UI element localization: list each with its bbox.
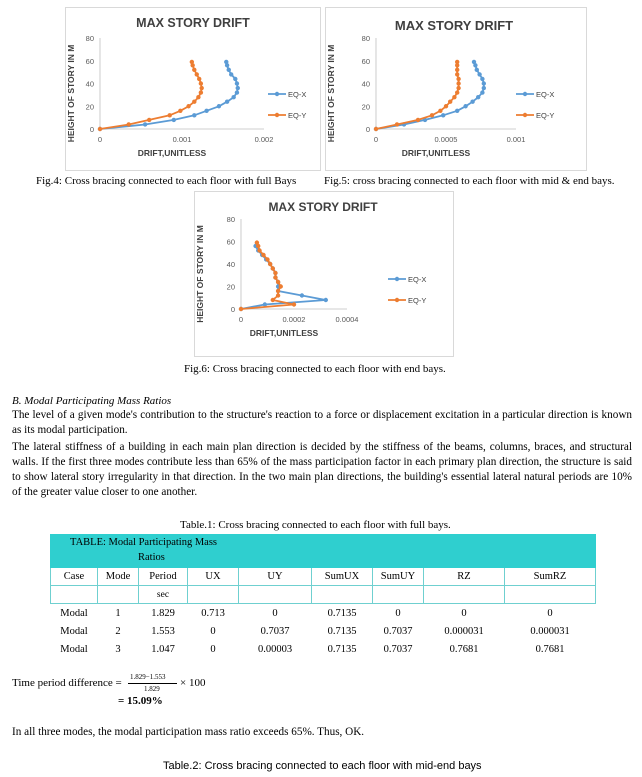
table-cell: 3	[115, 643, 121, 655]
table-cell: Modal	[60, 607, 88, 619]
data-point-eq-y	[265, 257, 269, 261]
y-tick-label: 80	[85, 34, 94, 43]
unit-cell	[312, 586, 373, 604]
table-row	[51, 640, 596, 658]
calc-numerator: 1.829−1.553	[130, 673, 166, 681]
data-point-eq-x	[476, 95, 480, 99]
data-point-eq-y	[255, 240, 259, 244]
data-point-eq-y	[196, 95, 200, 99]
data-point-eq-x	[480, 77, 484, 81]
conclusion-text: In all three modes, the modal participation mass ratio exceeds 65%. Thus, OK.	[12, 726, 365, 738]
data-point-eq-x	[224, 60, 228, 64]
data-point-eq-y	[271, 298, 275, 302]
data-point-eq-y	[199, 86, 203, 90]
data-point-eq-y	[430, 113, 434, 117]
calc-denominator: 1.829	[144, 685, 160, 693]
header-cell: Period	[139, 568, 188, 586]
table-cell: 0.000031	[444, 625, 484, 637]
data-point-eq-x	[229, 72, 233, 76]
calc-result: = 15.09%	[118, 695, 163, 707]
table-title-line1: TABLE: Modal Participating Mass	[70, 537, 218, 548]
y-tick-label: 20	[361, 102, 370, 112]
chart-mid-end-bays-svg	[326, 8, 586, 170]
y-tick-label: 0	[365, 125, 370, 134]
legend-label: EQ-Y	[408, 296, 427, 305]
data-point-eq-x	[455, 109, 459, 113]
section-heading: B. Modal Participating Mass Ratios	[12, 395, 172, 407]
data-point-eq-y	[455, 72, 459, 76]
data-point-eq-y	[190, 60, 194, 64]
y-tick-label: 60	[85, 56, 94, 66]
y-tick-label: 20	[226, 282, 235, 292]
data-point-eq-x	[477, 72, 481, 76]
chart-title: MAX STORY DRIFT	[268, 200, 378, 214]
table2-caption: Table.2: Cross bracing connected to each floor with mid-end bays	[163, 760, 482, 772]
data-point-eq-y	[276, 289, 280, 293]
data-point-eq-y	[192, 68, 196, 72]
data-point-eq-x	[470, 100, 474, 104]
legend-marker	[523, 92, 527, 96]
data-point-eq-y	[438, 109, 442, 113]
data-point-eq-y	[273, 271, 277, 275]
y-tick-label: 0	[89, 125, 94, 134]
header-cell: RZ	[424, 568, 505, 586]
table-cell: 1.553	[151, 625, 175, 637]
data-point-eq-y	[239, 307, 243, 311]
table-cell: 0	[547, 607, 553, 619]
data-point-eq-y	[455, 90, 459, 94]
data-point-eq-x	[231, 95, 235, 99]
y-axis-label: HEIGHT OF STORY IN M	[195, 225, 205, 323]
data-point-eq-y	[374, 127, 378, 131]
data-point-eq-x	[225, 100, 229, 104]
legend-label: EQ-X	[536, 90, 555, 99]
y-tick-label: 60	[226, 237, 235, 247]
y-tick-label: 20	[85, 102, 94, 112]
data-point-eq-y	[292, 302, 296, 306]
data-point-eq-x	[143, 122, 147, 126]
table-header-row	[51, 568, 596, 586]
data-point-eq-x	[441, 113, 445, 117]
data-point-eq-y	[257, 248, 261, 252]
table-cell: 0.7681	[449, 643, 479, 655]
table-cell: 0	[461, 607, 467, 619]
y-tick-label: 0	[230, 305, 235, 314]
data-point-eq-y	[127, 122, 131, 126]
data-point-eq-x	[236, 86, 240, 90]
series-line-eq-y	[241, 243, 294, 309]
header-cell: UY	[239, 568, 312, 586]
fig4-caption: Fig.4: Cross bracing connected to each floor with full Bays	[36, 175, 297, 187]
data-point-eq-x	[233, 77, 237, 81]
x-axis-label: DRIFT,UNITLESS	[401, 148, 471, 158]
y-axis-label: HEIGHT OF STORY IN M	[66, 44, 76, 143]
table-cell: 0.7037	[260, 625, 290, 637]
unit-cell	[98, 586, 139, 604]
data-point-eq-y	[276, 293, 280, 297]
data-point-eq-x	[235, 90, 239, 94]
data-point-eq-y	[448, 100, 452, 104]
x-tick-label: 0.001	[172, 135, 192, 144]
data-point-eq-x	[324, 298, 328, 302]
x-tick-label: 0	[97, 135, 103, 144]
data-point-eq-y	[168, 113, 172, 117]
paragraph-modal-participation: The level of a given mode's contribution to the structure's reaction to a force or displacement excitation in a particular direction is known as its modal participation.	[12, 409, 632, 436]
table-cell: Modal	[60, 643, 88, 655]
data-point-eq-x	[482, 86, 486, 90]
header-cell: Case	[51, 568, 98, 586]
modal-mass-ratio-table	[50, 534, 596, 658]
chart-title: MAX STORY DRIFT	[394, 18, 514, 33]
x-tick-label: 0.002	[254, 135, 274, 144]
unit-cell	[373, 586, 424, 604]
table-cell: 0.7135	[327, 607, 357, 619]
data-point-eq-y	[452, 95, 456, 99]
chart-end-bays	[194, 191, 454, 357]
unit-cell: sec	[139, 586, 188, 604]
x-axis-label: DRIFT,UNITLESS	[137, 148, 207, 158]
header-cell: SumUY	[373, 568, 424, 586]
header-cell: UX	[188, 568, 239, 586]
y-tick-label: 40	[361, 79, 370, 89]
table-cell: Modal	[60, 625, 88, 637]
data-point-eq-y	[197, 77, 201, 81]
y-tick-label: 60	[361, 56, 370, 66]
unit-cell	[505, 586, 596, 604]
table-cell: 0	[395, 607, 401, 619]
table-units-row	[51, 586, 596, 604]
data-point-eq-x	[300, 293, 304, 297]
data-point-eq-y	[456, 81, 460, 85]
x-tick-label: 0.0004	[335, 315, 359, 324]
table-title-cell	[51, 535, 596, 568]
fig5-caption: Fig.5: cross bracing connected to each floor with mid & end bays.	[324, 175, 615, 187]
table-row	[51, 604, 596, 623]
data-point-eq-x	[204, 109, 208, 113]
calc-label: Time period difference =	[12, 677, 122, 689]
calc-fraction-bar	[128, 683, 177, 684]
table-cell: 0	[210, 625, 216, 637]
data-point-eq-x	[480, 90, 484, 94]
table-row	[51, 622, 596, 640]
data-point-eq-x	[235, 81, 239, 85]
table-cell: 0.000031	[530, 625, 570, 637]
unit-cell	[239, 586, 312, 604]
table-cell: 0.7681	[535, 643, 565, 655]
table-cell: 0.713	[201, 607, 225, 619]
y-tick-label: 80	[226, 215, 235, 224]
data-point-eq-x	[472, 60, 476, 64]
table-cell: 0.7135	[327, 625, 357, 637]
legend-marker	[275, 113, 279, 117]
calc-multiplier: × 100	[180, 677, 206, 689]
x-tick-label: 0.0002	[282, 315, 306, 324]
series-line-eq-x	[241, 246, 326, 309]
data-point-eq-x	[217, 104, 221, 108]
data-point-eq-y	[268, 262, 272, 266]
chart-full-bays	[65, 7, 321, 171]
unit-cell	[51, 586, 98, 604]
x-tick-label: 0	[373, 135, 379, 144]
x-axis-label: DRIFT,UNITLESS	[249, 328, 319, 338]
data-point-eq-y	[273, 275, 277, 279]
table-title-row	[51, 535, 596, 568]
data-point-eq-x	[227, 68, 231, 72]
legend-label: EQ-X	[288, 90, 307, 99]
data-point-eq-y	[456, 77, 460, 81]
data-point-eq-x	[482, 81, 486, 85]
data-point-eq-y	[276, 280, 280, 284]
chart-title: MAX STORY DRIFT	[136, 16, 250, 30]
table-cell: 1	[115, 607, 121, 619]
data-point-eq-y	[192, 100, 196, 104]
table-cell: 2	[115, 625, 121, 637]
data-point-eq-y	[395, 122, 399, 126]
unit-cell	[424, 586, 505, 604]
table-title-line2: Ratios	[138, 552, 165, 563]
table-cell: 0.00003	[257, 643, 293, 655]
table-cell: 0.7135	[327, 643, 357, 655]
legend-marker	[275, 92, 279, 96]
series-line-eq-x	[376, 62, 484, 129]
legend-label: EQ-Y	[288, 111, 307, 120]
data-point-eq-y	[416, 118, 420, 122]
data-point-eq-y	[261, 253, 265, 257]
data-point-eq-y	[456, 86, 460, 90]
data-point-eq-y	[195, 72, 199, 76]
table1-caption: Table.1: Cross bracing connected to each floor with full bays.	[180, 519, 451, 531]
legend-label: EQ-X	[408, 275, 427, 284]
x-tick-label: 0.0005	[434, 135, 458, 144]
chart-end-bays-svg	[195, 192, 453, 356]
legend-marker	[395, 277, 399, 281]
data-point-eq-y	[186, 104, 190, 108]
data-point-eq-x	[172, 118, 176, 122]
data-point-eq-y	[271, 266, 275, 270]
table-cell: 1.829	[151, 607, 175, 619]
table-cell: 0	[272, 607, 278, 619]
data-point-eq-y	[444, 104, 448, 108]
x-tick-label: 0	[238, 315, 244, 324]
data-point-eq-y	[199, 90, 203, 94]
legend-label: EQ-Y	[536, 111, 555, 120]
legend-marker	[523, 113, 527, 117]
table-cell: 0.7037	[383, 643, 413, 655]
legend-marker	[395, 298, 399, 302]
data-point-eq-x	[192, 113, 196, 117]
header-cell: Mode	[98, 568, 139, 586]
chart-full-bays-svg	[66, 8, 320, 170]
header-cell: SumUX	[312, 568, 373, 586]
paragraph-lateral-stiffness: The lateral stiffness of a building in each main plan direction is decided by the stiffness of the beams, columns, braces, and structural walls. If the first three modes contribute less than 65% of the mass participation factor in each primary plan direction, the structure is said to show lateral story irregularity in that direction. In the two main plan directions, the building's essential lateral natural periods are 10% of the greater value closer to one another.	[12, 441, 632, 498]
data-point-eq-y	[279, 284, 283, 288]
unit-cell	[188, 586, 239, 604]
y-tick-label: 40	[226, 260, 235, 269]
x-tick-label: 0.001	[506, 135, 526, 144]
data-point-eq-y	[199, 81, 203, 85]
table-cell: 0.7037	[383, 625, 413, 637]
data-point-eq-y	[455, 60, 459, 64]
data-point-eq-y	[147, 118, 151, 122]
y-axis-label: HEIGHT OF STORY IN M	[326, 44, 336, 143]
chart-mid-end-bays	[325, 7, 587, 171]
data-point-eq-x	[463, 104, 467, 108]
header-cell: SumRZ	[505, 568, 596, 586]
y-tick-label: 80	[361, 34, 370, 43]
data-point-eq-y	[98, 127, 102, 131]
table-cell: 0	[210, 643, 216, 655]
series-line-eq-x	[100, 62, 238, 129]
y-tick-label: 40	[85, 79, 94, 89]
data-point-eq-y	[178, 109, 182, 113]
fig6-caption: Fig.6: Cross bracing connected to each floor with end bays.	[184, 363, 446, 375]
data-point-eq-x	[475, 68, 479, 72]
data-point-eq-y	[455, 68, 459, 72]
table-cell: 1.047	[151, 643, 175, 655]
